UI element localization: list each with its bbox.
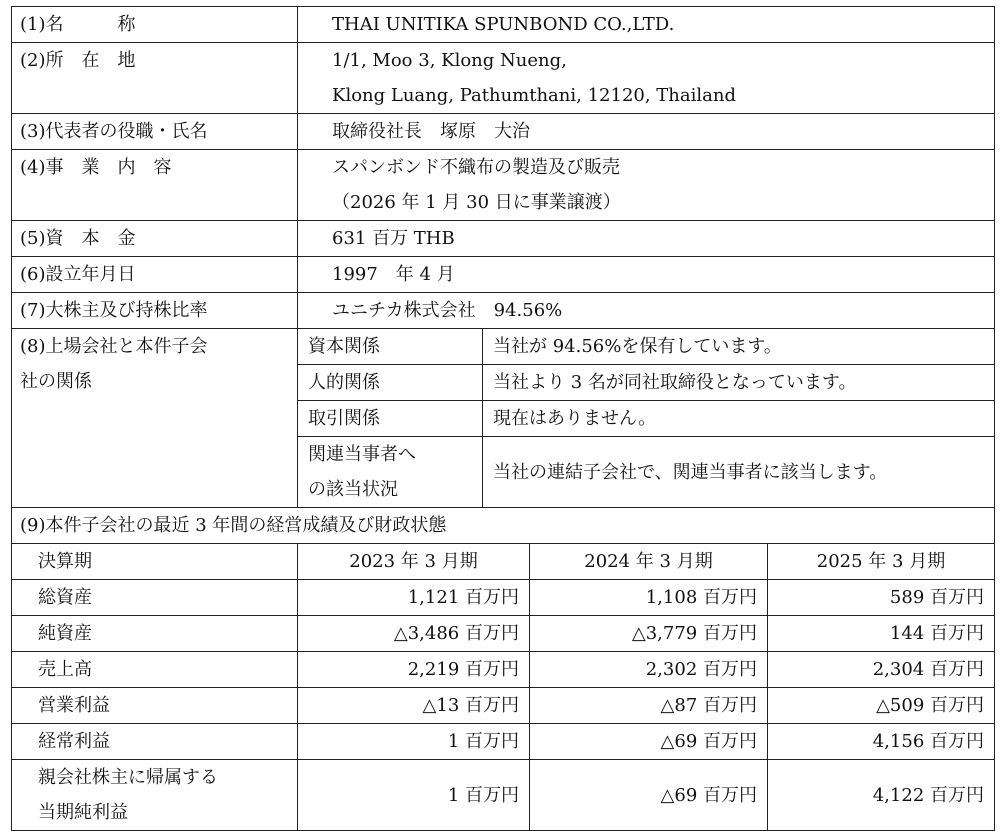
financials-cell: △509 百万円 [768,688,995,724]
financials-cell: △69 百万円 [530,724,768,760]
relationship-label-line-1: (8)上場会社と本件子会 [20,336,208,357]
relationship-value-capital: 当社が 94.56%を保有しています。 [483,329,995,365]
company-overview-table [11,6,995,831]
company-name-label: (1)名 称 [12,7,298,43]
financials-cell: 4,156 百万円 [768,724,995,760]
financials-cell: △3,486 百万円 [298,616,530,652]
relationship-value-trade: 現在はありません。 [483,401,995,437]
capital-value: 631 百万 THB [298,221,995,257]
company-name-value: THAI UNITIKA SPUNBOND CO.,LTD. [298,7,995,43]
relationship-key-related-party [298,437,483,508]
established-label: (6)設立年月日 [12,257,298,293]
financials-cell: 2,219 百万円 [298,652,530,688]
business-line-2: （2026 年 1 月 30 日に事業譲渡） [332,192,621,213]
financials-cell: 1 百万円 [298,724,530,760]
financials-cell: 589 百万円 [768,580,995,616]
business-label: (4)事 業 内 容 [12,150,298,221]
row-financials-header [12,544,995,580]
financials-cell: △87 百万円 [530,688,768,724]
financials-cell: 1 百万円 [298,760,530,831]
row-net-income [12,760,995,831]
row-financials-title [12,508,995,544]
business-line-1: スパンボンド不織布の製造及び販売 [332,157,620,178]
financials-cell: 1,108 百万円 [530,580,768,616]
relationship-value-personnel: 当社より 3 名が同社取締役となっています。 [483,365,995,401]
row-company-name [12,7,995,43]
financials-period-2025: 2025 年 3 月期 [768,544,995,580]
row-representative [12,114,995,150]
row-operating-income [12,688,995,724]
financials-row-label: 営業利益 [12,688,298,724]
net-income-label-line-2: 当期純利益 [38,802,128,823]
financials-cell: △13 百万円 [298,688,530,724]
financials-row-label: 総資産 [12,580,298,616]
financials-period-2024: 2024 年 3 月期 [530,544,768,580]
capital-label: (5)資 本 金 [12,221,298,257]
financials-row-label: 純資産 [12,616,298,652]
row-established [12,257,995,293]
location-value [298,43,995,114]
net-income-label-line-1: 親会社株主に帰属する [38,767,218,788]
financials-cell: △3,779 百万円 [530,616,768,652]
location-line-2: Klong Luang, Pathumthani, 12120, Thailand [332,85,736,106]
financials-cell: 1,121 百万円 [298,580,530,616]
row-total-assets [12,580,995,616]
financials-row-label: 経常利益 [12,724,298,760]
row-ordinary-income [12,724,995,760]
relationship-label [12,329,298,508]
row-net-assets [12,616,995,652]
established-value: 1997 年 4 月 [298,257,995,293]
financials-cell: 144 百万円 [768,616,995,652]
relationship-value-related-party: 当社の連結子会社で、関連当事者に該当します。 [483,437,995,508]
relationship-key-capital: 資本関係 [298,329,483,365]
shareholder-value: ユニチカ株式会社 94.56% [298,293,995,329]
relationship-label-line-2: 社の関係 [20,371,92,392]
financials-cell: 2,302 百万円 [530,652,768,688]
financials-title: (9)本件子会社の最近 3 年間の経営成績及び財政状態 [12,508,995,544]
financials-cell: 4,122 百万円 [768,760,995,831]
row-shareholder [12,293,995,329]
financials-header-label: 決算期 [12,544,298,580]
representative-value: 取締役社長 塚原 大治 [298,114,995,150]
shareholder-label: (7)大株主及び持株比率 [12,293,298,329]
row-location [12,43,995,114]
relationship-key-trade: 取引関係 [298,401,483,437]
financials-row-label: 売上高 [12,652,298,688]
row-capital [12,221,995,257]
business-value [298,150,995,221]
financials-cell: 2,304 百万円 [768,652,995,688]
row-business [12,150,995,221]
relationship-key-related-party-line-1: 関連当事者へ [308,444,416,465]
relationship-key-related-party-line-2: の該当状況 [308,479,398,500]
row-sales [12,652,995,688]
location-label: (2)所 在 地 [12,43,298,114]
representative-label: (3)代表者の役職・氏名 [12,114,298,150]
financials-cell: △69 百万円 [530,760,768,831]
financials-period-2023: 2023 年 3 月期 [298,544,530,580]
financials-row-label [12,760,298,831]
relationship-key-personnel: 人的関係 [298,365,483,401]
location-line-1: 1/1, Moo 3, Klong Nueng, [332,50,567,71]
row-relationship-capital [12,329,995,365]
